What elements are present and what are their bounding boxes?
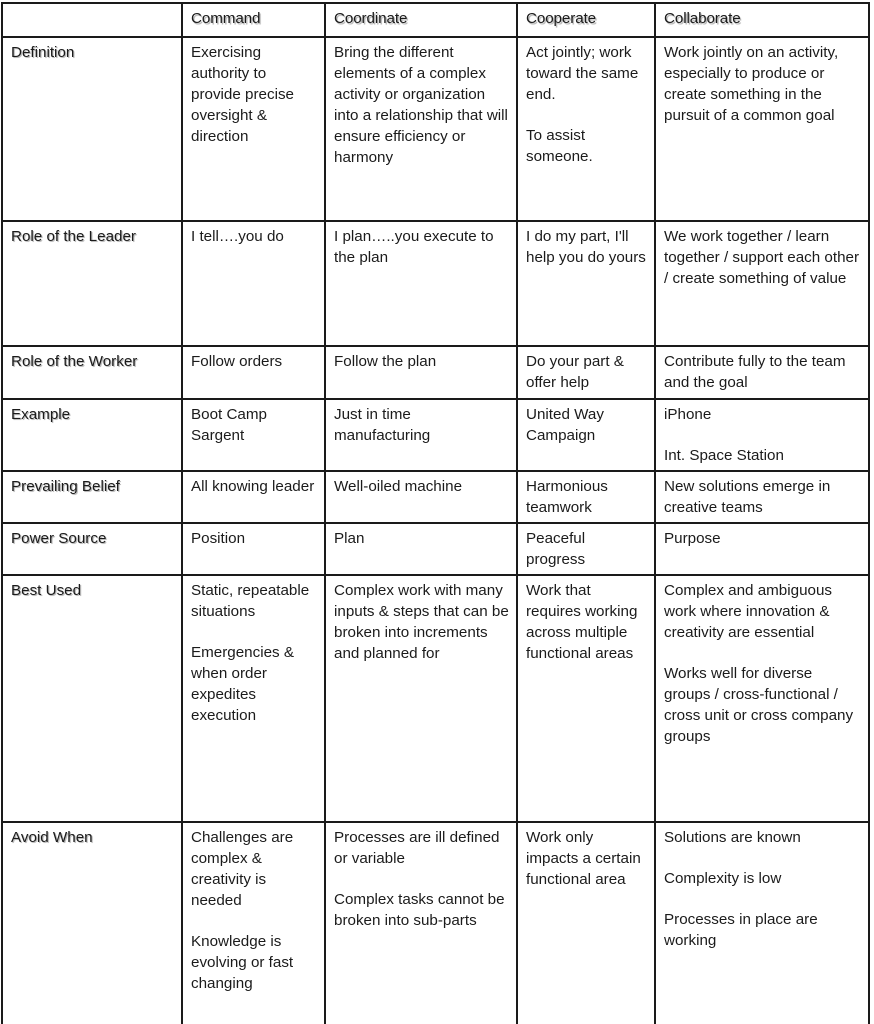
table-body — [2, 37, 869, 1024]
column-header-cooperate: Cooperate — [517, 3, 655, 37]
cell-best-used-collaborate — [655, 575, 869, 822]
cell-paragraph: Position — [191, 529, 246, 547]
table-row — [2, 822, 869, 1024]
cell-paragraph: Follow orders — [191, 353, 283, 370]
cell-paragraph: Follow the plan — [334, 353, 437, 370]
column-header-command: Command — [182, 3, 325, 37]
row-header-power-source: Power Source — [2, 523, 182, 575]
cell-leader-command — [182, 221, 325, 346]
cell-belief-collaborate — [655, 471, 869, 523]
cell-paragraph: To assist someone. — [526, 126, 593, 165]
cell-leader-coordinate — [325, 221, 517, 346]
cell-belief-cooperate — [517, 471, 655, 523]
cell-power-collaborate — [655, 523, 869, 575]
cell-definition-collaborate — [655, 37, 869, 221]
cell-paragraph: Static, repeatable situations — [191, 582, 310, 621]
cell-paragraph: Complex work with many inputs & steps that can be broken into increments and planned for — [334, 582, 509, 663]
row-header-role-of-the-worker: Role of the Worker — [2, 346, 182, 399]
cell-paragraph: Well-oiled machine — [334, 477, 463, 495]
cell-paragraph: Complex and ambiguous work where innovation & creativity are essential — [664, 582, 833, 642]
cell-paragraph: Complex tasks cannot be broken into sub-parts — [334, 890, 505, 929]
column-header-collaborate: Collaborate — [655, 3, 869, 37]
cell-power-command — [182, 523, 325, 575]
cell-paragraph: Work jointly on an activity, especially to produce or create something in the pursuit of a common goal — [664, 44, 839, 125]
cell-example-command — [182, 399, 325, 471]
table-row — [2, 399, 869, 471]
table-header-row — [2, 3, 869, 37]
cell-paragraph: Works well for diverse groups / cross-functional / cross unit or cross company groups — [664, 664, 854, 746]
table-row — [2, 37, 869, 221]
row-header-prevailing-belief: Prevailing Belief — [2, 471, 182, 523]
cell-best-used-cooperate — [517, 575, 655, 822]
cell-avoid-when-coordinate — [325, 822, 517, 1024]
cell-power-coordinate — [325, 523, 517, 575]
table-row — [2, 221, 869, 346]
cell-paragraph: All knowing leader — [191, 477, 315, 495]
table-row — [2, 523, 869, 575]
cell-paragraph: I do my part, I'll help you do yours — [526, 228, 646, 267]
cell-paragraph: Peaceful progress — [526, 529, 586, 568]
cell-example-cooperate — [517, 399, 655, 471]
cell-avoid-when-collaborate — [655, 822, 869, 1024]
cell-definition-coordinate — [325, 37, 517, 221]
cell-paragraph: Boot Camp Sargent — [191, 406, 267, 445]
cell-worker-coordinate — [325, 346, 517, 399]
cell-paragraph: Work only impacts a certain functional area — [526, 829, 641, 889]
cell-avoid-when-cooperate — [517, 822, 655, 1024]
cell-paragraph: Work that requires working across multiple functional areas — [526, 582, 638, 663]
cell-paragraph: Do your part & offer help — [526, 353, 624, 392]
cell-leader-cooperate — [517, 221, 655, 346]
cell-leader-collaborate — [655, 221, 869, 346]
cell-paragraph: Purpose — [664, 529, 721, 547]
cell-paragraph: Just in time manufacturing — [334, 406, 431, 445]
column-header-coordinate: Coordinate — [325, 3, 517, 37]
cell-paragraph: Act jointly; work toward the same end. — [526, 44, 639, 104]
cell-paragraph: iPhone — [664, 406, 712, 423]
cell-belief-coordinate — [325, 471, 517, 523]
cell-example-collaborate — [655, 399, 869, 471]
cell-paragraph: Complexity is low — [664, 869, 782, 887]
cell-paragraph: Plan — [334, 529, 365, 547]
cell-paragraph: New solutions emerge in creative teams — [664, 477, 831, 516]
cell-paragraph: Contribute fully to the team and the goal — [664, 353, 846, 392]
cell-paragraph: Processes in place are working — [664, 910, 818, 949]
row-header-avoid-when: Avoid When — [2, 822, 182, 1024]
row-header-example: Example — [2, 399, 182, 471]
table-row — [2, 575, 869, 822]
comparison-matrix — [1, 2, 870, 1024]
cell-paragraph: Exercising authority to provide precise oversight & direction — [191, 44, 294, 146]
row-header-definition: Definition — [2, 37, 182, 221]
cell-paragraph: Bring the different elements of a complex activity or organization into a relationship that will ensure efficiency or harmony — [334, 44, 508, 167]
cell-paragraph: Processes are ill defined or variable — [334, 829, 500, 868]
cell-definition-cooperate — [517, 37, 655, 221]
corner-cell — [2, 3, 182, 37]
cell-worker-cooperate — [517, 346, 655, 399]
cell-avoid-when-command — [182, 822, 325, 1024]
cell-paragraph: United Way Campaign — [526, 406, 604, 445]
cell-best-used-command — [182, 575, 325, 822]
table-row — [2, 471, 869, 523]
cell-paragraph: Int. Space Station — [664, 446, 784, 464]
cell-paragraph: Solutions are known — [664, 829, 801, 847]
cell-belief-command — [182, 471, 325, 523]
cell-best-used-coordinate — [325, 575, 517, 822]
row-header-role-of-the-leader: Role of the Leader — [2, 221, 182, 346]
cell-example-coordinate — [325, 399, 517, 471]
cell-power-cooperate — [517, 523, 655, 575]
cell-definition-command — [182, 37, 325, 221]
cell-paragraph: Emergencies & when order expedites execution — [191, 643, 294, 725]
cell-worker-collaborate — [655, 346, 869, 399]
cell-paragraph: We work together / learn together / support each other / create something of value — [664, 228, 860, 288]
cell-paragraph: I plan…..you execute to the plan — [334, 228, 494, 267]
cell-paragraph: I tell….you do — [191, 228, 284, 245]
cell-paragraph: Harmonious teamwork — [526, 477, 608, 516]
row-header-best-used: Best Used — [2, 575, 182, 822]
table-row — [2, 346, 869, 399]
cell-paragraph: Knowledge is evolving or fast changing — [191, 932, 294, 993]
cell-worker-command — [182, 346, 325, 399]
cell-paragraph: Challenges are complex & creativity is needed — [191, 829, 294, 910]
